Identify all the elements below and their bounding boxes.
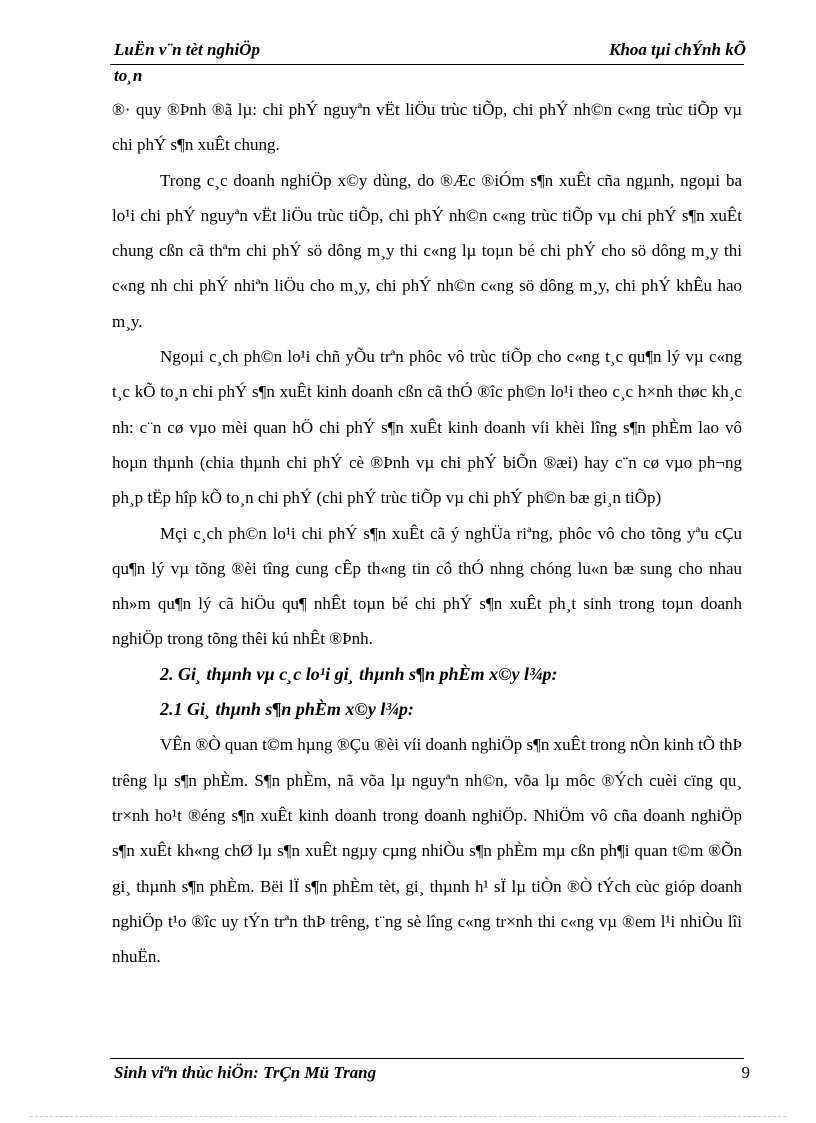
paragraph-classification-meaning: Mçi c¸ch ph©n lo¹i chi phÝ s¶n xuÊt cã ý nghÜa riªng, phôc vô cho tõng yªu cÇu qu¶n lý vµ tõng ®èi tîng cung cÊp th«ng tin cô thÓ nhng chóng lu«n bæ sung cho nhau nh»m qu¶n lý cã hiÖu qu¶ nhÊt toµn bé chi phÝ s¶n xuÊt ph¸t sinh trong toµn doanh nghiÖp trong tõng thêi kú nhÊt ®Þnh. <box>112 523 742 649</box>
page-number: 9 <box>741 1063 750 1082</box>
section-heading-2-1: 2.1 Gi¸ thµnh s¶n phÈm x©y l¾p: <box>160 699 414 720</box>
paragraph-intro: ®· quy ®Þnh ®ã lµ: chi phÝ nguyªn vËt liÖu trùc tiÕp, chi phÝ nh©n c«ng trùc tiÕp vµ chi phÝ s¶n xuÊt chung. <box>112 100 742 155</box>
paragraph-construction-costs: Trong c¸c doanh nghiÖp x©y dùng, do ®Æc ®iÓm s¶n xuÊt cña ngµnh, ngoµi ba lo¹i chi phÝ nguyªn vËt liÖu trùc tiÕp, chi phÝ nh©n c«ng trùc tiÕp vµ chi phÝ s¶n xuÊt chung cßn cã thªm chi phÝ sö dông m¸y thi c«ng lµ toµn bé chi phÝ cho sö dông m¸y thi c«ng nh chi phÝ nhiªn liÖu cho m¸y, chi phÝ nh©n c«ng sö dông m¸y, chi phÝ khÊu hao m¸y. <box>112 170 742 331</box>
paragraph-other-classification: Ngoµi c¸ch ph©n lo¹i chñ yÕu trªn phôc vô trùc tiÕp cho c«ng t¸c qu¶n lý vµ c«ng t¸c kÕ to¸n chi phÝ s¶n xuÊt kinh doanh cßn cã thÓ ®îc ph©n lo¹i theo c¸c h×nh thøc kh¸c nh: c¨n cø vµo mèi quan hÖ chi phÝ s¶n xuÊt kinh doanh víi khèi lîng s¶n phÈm lao vô hoµn thµnh (chia thµnh chi phÝ cè ®Þnh vµ chi phÝ biÕn ®æi) hay c¨n cø vµo ph¬ng ph¸p tËp hîp kÕ to¸n chi phÝ (chi phÝ trùc tiÕp vµ chi phÝ ph©n bæ gi¸n tiÕp) <box>112 347 742 508</box>
header-faculty-continuation: to¸n <box>114 66 143 85</box>
page-bottom-edge <box>30 1116 786 1117</box>
footer-author: Sinh viªn thùc hiÖn: TrÇn Mü Trang <box>114 1063 377 1082</box>
paragraph-product-cost: VÊn ®Ò quan t©m hµng ®Çu ®èi víi doanh nghiÖp s¶n xuÊt trong nÒn kinh tÕ thÞ trêng lµ s¶n phÈm. S¶n phÈm, nã võa lµ nguyªn nh©n, võa lµ môc ®Ých cuèi cïng qu¸ tr×nh ho¹t ®éng s¶n xuÊt kinh doanh trong doanh nghiÖp. NhiÖm vô cña doanh nghiÖp s¶n xuÊt kh«ng chØ lµ s¶n xuÊt ngµy cµng nhiÒu s¶n phÈm mµ cßn ph¶i quan t©m ®Õn gi¸ thµnh s¶n phÈm. Bëi lÏ s¶n phÈm tèt, gi¸ thµnh h¹ sÏ lµ tiÒn ®Ò tÝch cùc gióp doanh nghiÖp t¹o ®îc uy tÝn trªn thÞ trêng, t¨ng sè lîng c«ng tr×nh thi c«ng vµ ®em l¹i nhiÒu lîi nhuËn. <box>112 735 742 967</box>
header-divider <box>110 64 744 65</box>
header-thesis-title: LuËn v¨n tèt nghiÖp <box>114 40 260 59</box>
page-body <box>112 92 742 974</box>
footer-divider <box>110 1058 744 1059</box>
section-heading-2: 2. Gi¸ thµnh vµ c¸c lo¹i gi¸ thµnh s¶n phÈm x©y l¾p: <box>160 663 558 684</box>
header-faculty: Khoa tµi chÝnh kÕ <box>609 40 746 59</box>
